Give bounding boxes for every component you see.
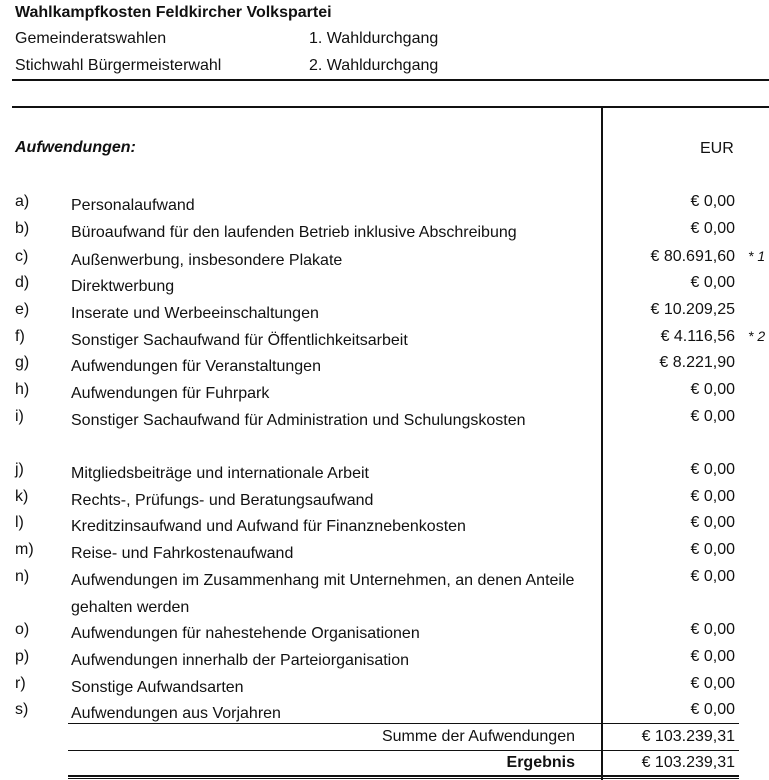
row-letter: o) — [15, 621, 30, 638]
result-amount: € 103.239,31 — [641, 754, 735, 771]
sum-amount: € 103.239,31 — [641, 728, 735, 745]
election-round-2: 2. Wahldurchgang — [309, 57, 439, 74]
row-amount: € 0,00 — [690, 220, 735, 237]
row-letter: s) — [15, 701, 29, 718]
row-letter: h) — [15, 381, 30, 398]
sum-divider — [68, 723, 739, 724]
row-amount: € 0,00 — [690, 488, 735, 505]
row-label: Mitgliedsbeiträge und internationale Arbeit — [71, 465, 369, 482]
row-label: Büroaufwand für den laufenden Betrieb inklusive Abschreibung — [71, 224, 517, 241]
header-divider-top — [12, 79, 769, 81]
row-letter: n) — [15, 568, 30, 585]
row-amount: € 0,00 — [690, 193, 735, 210]
row-letter: d) — [15, 274, 30, 291]
table-row — [0, 381, 769, 407]
row-amount: € 0,00 — [690, 408, 735, 425]
row-label: Sonstiger Sachaufwand für Öffentlichkeitsarbeit — [71, 332, 408, 349]
row-label: Außenwerbung, insbesondere Plakate — [71, 252, 343, 269]
table-row — [0, 274, 769, 300]
row-letter: r) — [15, 675, 26, 692]
row-label: Personalaufwand — [71, 197, 195, 214]
row-letter: j) — [15, 461, 24, 478]
footnote-marker: * 2 — [748, 328, 766, 344]
row-letter: m) — [15, 541, 34, 558]
row-letter: e) — [15, 301, 30, 318]
table-row — [0, 328, 769, 354]
row-label: Aufwendungen für Veranstaltungen — [71, 358, 321, 375]
row-amount: € 0,00 — [690, 514, 735, 531]
row-amount: € 0,00 — [690, 621, 735, 638]
row-letter: a) — [15, 193, 30, 210]
election-type-2: Stichwahl Bürgermeisterwahl — [15, 57, 222, 74]
table-row — [0, 514, 769, 540]
row-amount: € 10.209,25 — [650, 301, 735, 318]
row-amount: € 80.691,60 — [650, 248, 735, 265]
row-label: Direktwerbung — [71, 278, 175, 295]
row-letter: p) — [15, 648, 30, 665]
result-divider — [68, 750, 739, 751]
row-amount: € 0,00 — [690, 701, 735, 718]
row-letter: c) — [15, 248, 29, 265]
table-row — [0, 541, 769, 567]
row-amount: € 0,00 — [690, 568, 735, 585]
header-divider-bottom — [12, 106, 769, 108]
row-label: Aufwendungen aus Vorjahren — [71, 705, 281, 722]
row-letter: b) — [15, 220, 30, 237]
row-amount: € 0,00 — [690, 461, 735, 478]
row-label: Sonstiger Sachaufwand für Administration und Schulungskosten — [71, 412, 526, 429]
table-row — [0, 621, 769, 647]
result-double-line-1 — [68, 775, 739, 777]
table-row — [0, 568, 769, 616]
row-letter: i) — [15, 408, 24, 425]
row-amount: € 0,00 — [690, 541, 735, 558]
result-label: Ergebnis — [506, 754, 575, 771]
row-label: Reise- und Fahrkostenaufwand — [71, 545, 294, 562]
result-double-line-2 — [68, 778, 739, 779]
row-label: Aufwendungen im Zusammenhang mit Unternehmen, an denen Anteile gehalten werden — [71, 572, 575, 616]
row-amount: € 0,00 — [690, 381, 735, 398]
election-round-1: 1. Wahldurchgang — [309, 30, 439, 47]
table-row — [0, 461, 769, 487]
row-letter: g) — [15, 354, 30, 371]
report-title: Wahlkampfkosten Feldkircher Volkspartei — [15, 4, 332, 21]
table-row — [0, 193, 769, 219]
footnote-marker: * 1 — [748, 248, 766, 264]
row-label: Aufwendungen innerhalb der Parteiorganisation — [71, 652, 410, 669]
election-type-1: Gemeinderatswahlen — [15, 30, 167, 47]
row-letter: f) — [15, 328, 25, 345]
table-row — [0, 408, 769, 434]
row-label: Rechts-, Prüfungs- und Beratungsaufwand — [71, 492, 374, 509]
sum-label: Summe der Aufwendungen — [381, 728, 575, 745]
row-label: Aufwendungen für Fuhrpark — [71, 385, 270, 402]
table-row — [0, 488, 769, 514]
table-row — [0, 648, 769, 674]
row-label: Sonstige Aufwandsarten — [71, 679, 244, 696]
row-amount: € 0,00 — [690, 274, 735, 291]
row-amount: € 8.221,90 — [659, 354, 735, 371]
table-row — [0, 354, 769, 380]
row-label: Kreditzinsaufwand und Aufwand für Finanznebenkosten — [71, 518, 466, 535]
table-row — [0, 220, 769, 246]
row-amount: € 0,00 — [690, 648, 735, 665]
table-row — [0, 301, 769, 327]
row-amount: € 4.116,56 — [660, 328, 735, 345]
row-label: Inserate und Werbeeinschaltungen — [71, 305, 319, 322]
row-letter: l) — [15, 514, 24, 531]
row-letter: k) — [15, 488, 29, 505]
currency-header: EUR — [700, 140, 734, 157]
table-row — [0, 248, 769, 274]
table-row — [0, 675, 769, 701]
row-label: Aufwendungen für nahestehende Organisationen — [71, 625, 420, 642]
section-heading: Aufwendungen: — [15, 139, 136, 156]
row-amount: € 0,00 — [690, 675, 735, 692]
